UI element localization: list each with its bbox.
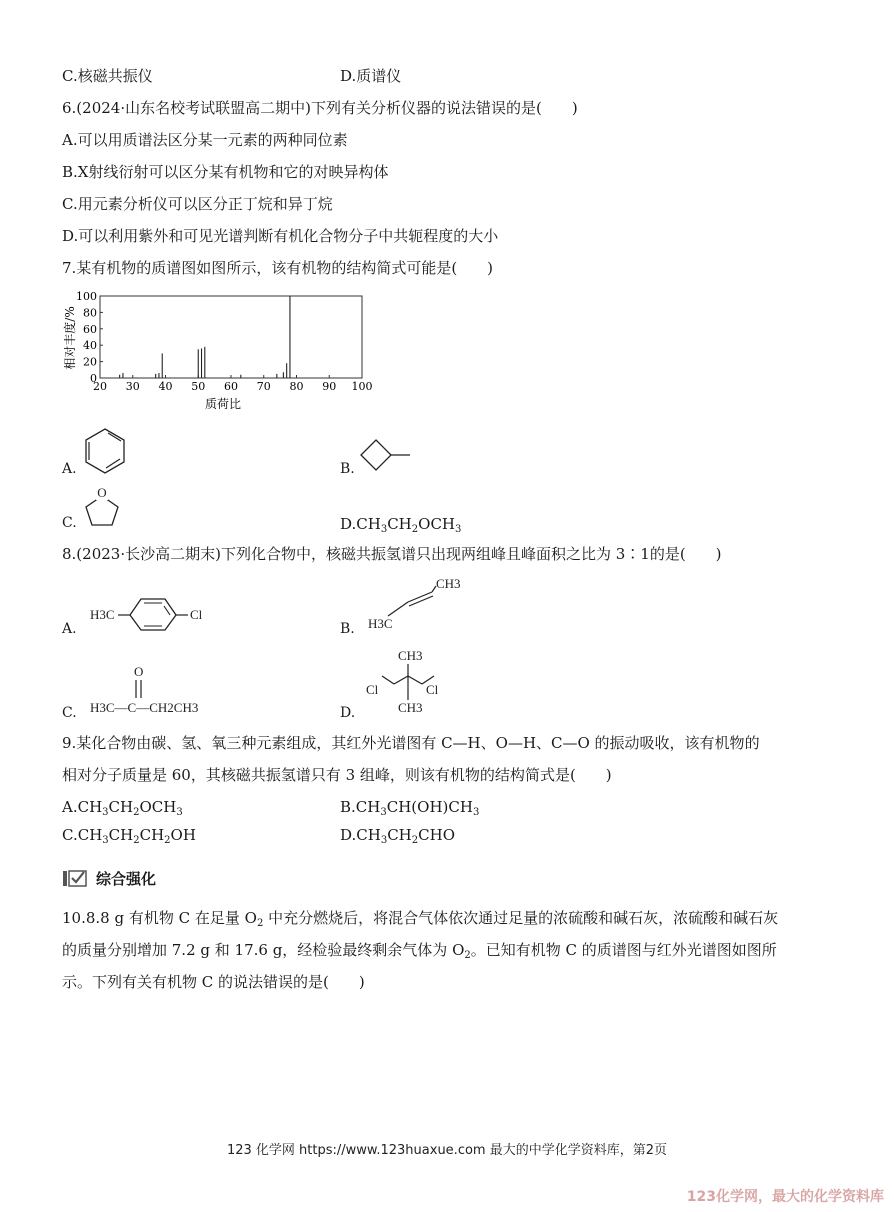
p-chlorotoluene-structure <box>88 596 220 632</box>
chart-plot-frame <box>100 296 362 378</box>
x-tick-label: 100 <box>351 380 373 393</box>
molD-top-label: CH3 <box>398 648 423 663</box>
x-tick-label: 20 <box>93 380 107 393</box>
y-tick-label: 100 <box>76 290 97 303</box>
q5-option-c: C.核磁共振仪 <box>62 67 153 85</box>
q9-line-1: 9.某化合物由碳、氢、氧三种元素组成，其红外光谱图有 C—H、O—H、C—O 的振动吸收，该有机物的 <box>62 734 760 752</box>
q10-line-2: 的质量分别增加 7.2 g 和 17.6 g，经检验最终剩余气体为 $O_2$。已知有机物 C 的质谱图与红外光谱图如图所 <box>62 941 777 961</box>
checklist-icon <box>62 868 88 888</box>
x-tick-label: 60 <box>224 380 238 393</box>
q8-option-b-label: B. <box>340 621 355 637</box>
molD-left-label: Cl <box>366 682 379 697</box>
q7-stem: 7.某有机物的质谱图如图所示，该有机物的结构简式可能是( ) <box>62 259 494 277</box>
section-header <box>62 866 156 890</box>
molB-top-label: CH3 <box>436 576 461 591</box>
y-tick-label: 60 <box>83 322 97 336</box>
section-title: 综合强化 <box>96 869 157 888</box>
q6-option-b: B.X射线衍射可以区分某有机物和它的对映异构体 <box>62 163 389 181</box>
q7-option-c-label: C. <box>62 515 77 531</box>
y-tick-label: 0 <box>90 372 97 385</box>
q6-option-a: A.可以用质谱法区分某一元素的两种同位素 <box>62 131 348 149</box>
q6-option-d: D.可以利用紫外和可见光谱判断有机化合物分子中共轭程度的大小 <box>62 227 499 245</box>
q7-option-a-label: A. <box>62 461 77 477</box>
q7-option-d-prefix: D. <box>340 515 357 533</box>
q9-option-d: $D.CH_3CH_2CHO$ <box>340 826 455 846</box>
tetrahydrofuran-structure <box>80 484 124 528</box>
q9-option-b: $B.CH_3CH(OH)CH_3$ <box>340 798 480 818</box>
x-tick-label: 50 <box>191 380 206 393</box>
q8-stem: 8.(2023·长沙高二期末)下列化合物中，核磁共振氢谱只出现两组峰且峰面积之比为 3∶1的是( ) <box>62 545 722 563</box>
q8-option-c-label: C. <box>62 705 77 721</box>
q8-option-a-label: A. <box>62 621 77 637</box>
molC-chain-label: H3C—C—CH2CH3 <box>90 700 199 715</box>
x-tick-label: 70 <box>256 380 271 393</box>
chart-xlabel: 质荷比 <box>204 397 242 411</box>
molA-left-label: H3C <box>90 607 115 622</box>
q5-option-d: D.质谱仪 <box>340 67 402 85</box>
molC-oxygen-label: O <box>134 664 144 679</box>
benzene-like-ring-structure <box>82 426 128 476</box>
q8-option-d-label: D. <box>340 705 356 721</box>
molA-right-label: Cl <box>190 607 203 622</box>
y-tick-label: 80 <box>83 306 97 320</box>
watermark: 123化学网，最大的化学资料库 <box>686 1189 884 1205</box>
molD-bottom-label: CH3 <box>398 700 423 715</box>
dichloro-dimethylpropane-structure <box>364 646 454 716</box>
molB-bottom-label: H3C <box>368 616 393 631</box>
2-butene-structure <box>366 572 476 632</box>
q6-option-c: C.用元素分析仪可以区分正丁烷和异丁烷 <box>62 195 333 213</box>
x-tick-label: 40 <box>158 380 173 393</box>
page-footer: 123 化学网 https://www.123huaxue.com 最大的中学化学资料库，第2页 <box>226 1143 667 1158</box>
mass-spectrum-chart <box>60 288 380 414</box>
chart-ylabel: 相对丰度/% <box>63 306 77 370</box>
y-tick-label: 40 <box>83 339 97 353</box>
x-tick-label: 30 <box>125 380 140 393</box>
q10-line-1: 10.8.8 g 有机物 C 在足量 $O_2$ 中充分燃烧后，将混合气体依次通过足量的浓硫酸和碱石灰，浓硫酸和碱石灰 <box>62 909 779 929</box>
molD-right-label: Cl <box>426 682 439 697</box>
x-tick-label: 80 <box>289 380 304 393</box>
q6-stem: 6.(2024·山东名校考试联盟高二期中)下列有关分析仪器的说法错误的是( ) <box>62 99 578 117</box>
q9-option-a: $A.CH_3CH_2OCH_3$ <box>62 798 183 818</box>
methylcyclobutane-structure <box>358 436 414 474</box>
q9-line-2: 相对分子质量是 60，其核磁共振氢谱只有 3 组峰，则该有机物的结构简式是( ) <box>62 766 612 784</box>
q7-option-b-label: B. <box>340 461 355 477</box>
y-tick-label: 20 <box>83 355 97 369</box>
q9-option-c: $C.CH_3CH_2CH_2OH$ <box>62 826 196 846</box>
thf-oxygen-label: O <box>97 485 107 500</box>
q10-line-3: 示。下列有关有机物 C 的说法错误的是( ) <box>62 973 365 991</box>
x-tick-label: 90 <box>322 380 337 393</box>
butanone-structure <box>88 662 228 718</box>
q7-option-d: $D.CH_3CH_2OCH_3$ <box>340 515 462 535</box>
